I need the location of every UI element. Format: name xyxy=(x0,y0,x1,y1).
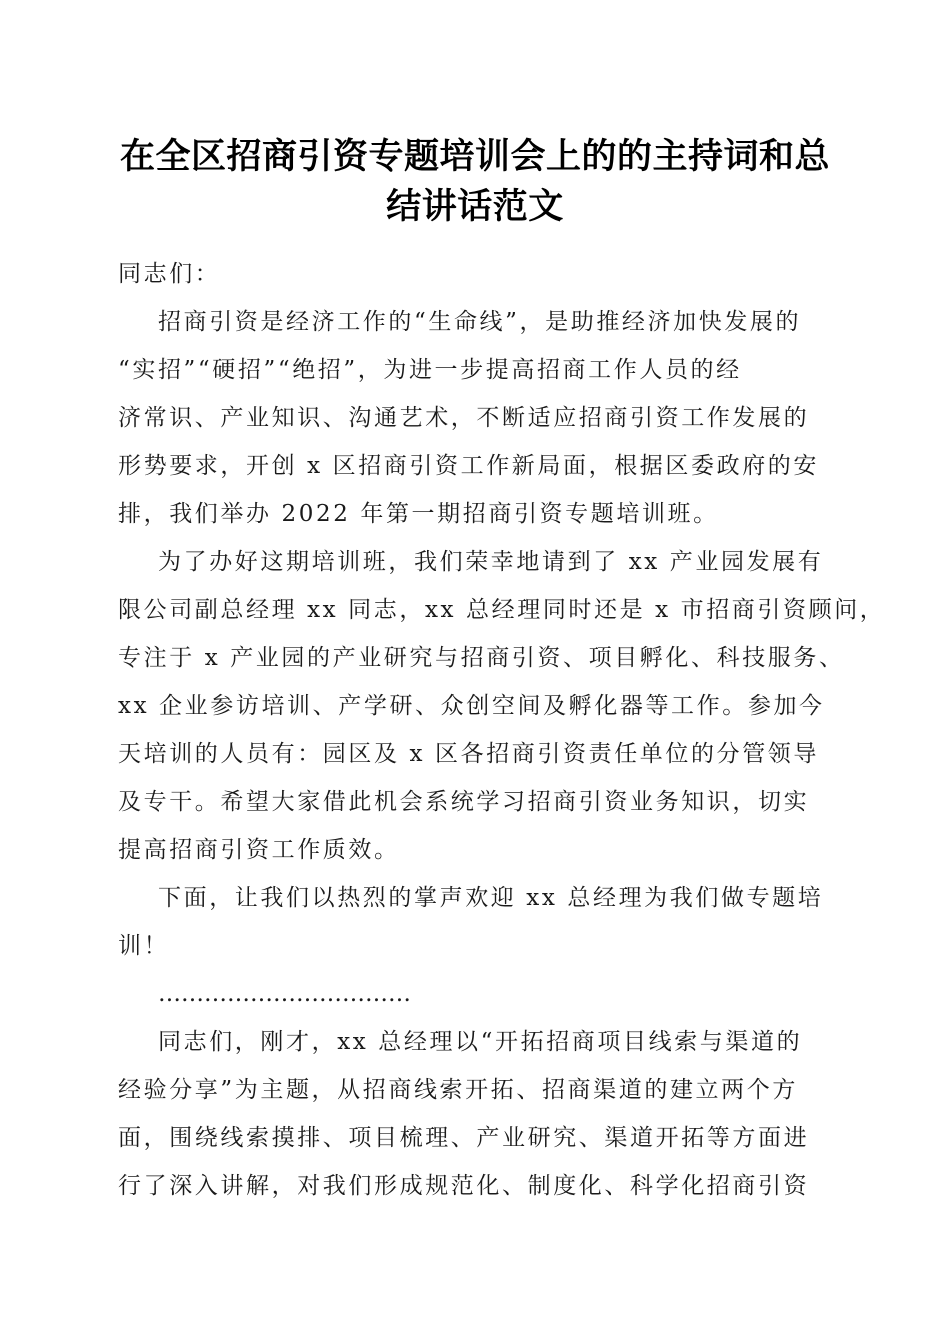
paragraph-line: 专注于 x 产业园的产业研究与招商引资、项目孵化、科技服务、 xyxy=(118,645,845,671)
paragraph-line: 排，我们举办 2022 年第一期招商引资专题培训班。 xyxy=(118,501,719,527)
paragraph-line: 及专干。希望大家借此机会系统学习招商引资业务知识，切实 xyxy=(118,789,810,815)
paragraph-line: 招商引资是经济工作的“生命线”，是助推经济加快发展的 xyxy=(158,309,802,335)
paragraph-line: 经验分享”为主题，从招商线索开拓、招商渠道的建立两个方 xyxy=(118,1077,798,1103)
closing-paragraph xyxy=(118,1018,838,1210)
paragraph-line: “实招”“硬招”“绝招”，为进一步提高招商工作人员的经 xyxy=(118,357,742,383)
separator-dots: …………………………… xyxy=(158,981,411,1007)
paragraph-line: xx 企业参访培训、产学研、众创空间及孵化器等工作。参加今 xyxy=(118,693,825,719)
paragraph-line: 面，围绕线索摸排、项目梳理、产业研究、渠道开拓等方面进 xyxy=(118,1125,810,1151)
paragraph-line: 行了深入讲解，对我们形成规范化、制度化、科学化招商引资 xyxy=(118,1173,810,1199)
paragraph-1 xyxy=(118,298,838,538)
paragraph-line: 济常识、产业知识、沟通艺术，不断适应招商引资工作发展的 xyxy=(118,405,810,431)
paragraph-line: 训！ xyxy=(118,933,170,959)
title-line-2: 结讲话范文 xyxy=(386,186,564,227)
document-title xyxy=(110,132,840,232)
paragraph-3 xyxy=(118,874,838,970)
paragraph-line: 形势要求，开创 x 区招商引资工作新局面，根据区委政府的安 xyxy=(118,453,819,479)
paragraph-2 xyxy=(118,538,886,874)
paragraph-line: 限公司副总经理 xx 同志，xx 总经理同时还是 x 市招商引资顾问， xyxy=(118,597,886,623)
paragraph-line: 天培训的人员有：园区及 x 区各招商引资责任单位的分管领导 xyxy=(118,741,819,767)
paragraph-line: 下面，让我们以热烈的掌声欢迎 xx 总经理为我们做专题培 xyxy=(158,885,824,911)
paragraph-line: 提高招商引资工作质效。 xyxy=(118,837,400,863)
title-line-1: 在全区招商引资专题培训会上的的主持词和总 xyxy=(119,136,830,177)
paragraph-line: 为了办好这期培训班，我们荣幸地请到了 xx 产业园发展有 xyxy=(158,549,824,575)
salutation: 同志们： xyxy=(118,261,221,287)
paragraph-line: 同志们，刚才，xx 总经理以“开拓招商项目线索与渠道的 xyxy=(158,1029,803,1055)
document-body xyxy=(118,250,886,1210)
